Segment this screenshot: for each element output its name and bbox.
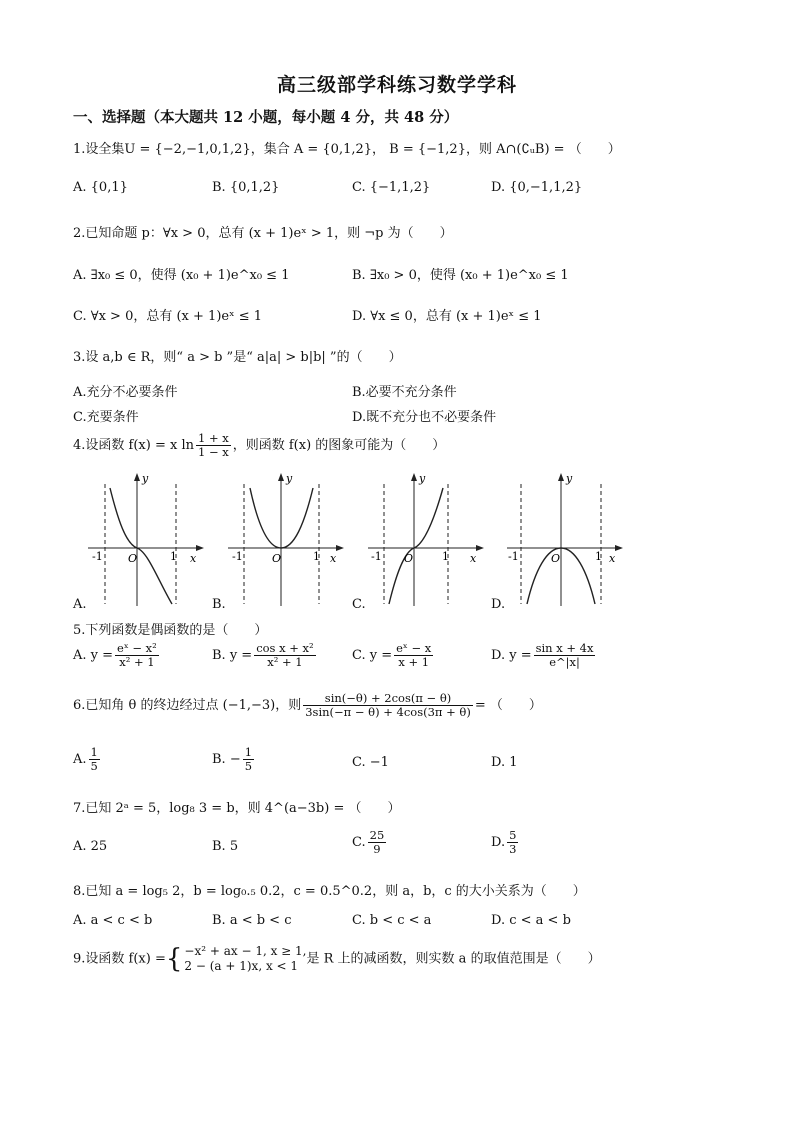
- q5-c-frac: [394, 642, 433, 669]
- question-2-stem: 2.已知命题 p：∀x > 0，总有 (x + 1)eˣ > 1，则 ¬p 为（ ）: [73, 226, 453, 241]
- q5-c-label: C. y =: [352, 648, 393, 663]
- graph-a-svg: [86, 470, 206, 610]
- question-8-option-c[interactable]: C. b < c < a: [352, 913, 432, 928]
- graph-b-origin-label: O: [272, 552, 282, 565]
- q5-a-frac: [115, 642, 159, 669]
- question-8-stem: 8.已知 a = log₅ 2，b = log₀.₅ 0.2，c = 0.5^0.2，则 a，b，c 的大小关系为（ ）: [73, 884, 586, 899]
- question-1-option-a[interactable]: A. {0,1}: [73, 180, 128, 195]
- question-9-case-1: −x² + ax − 1, x ≥ 1,: [184, 944, 307, 958]
- question-4-stem-prefix: 4.设函数 f(x) = x ln: [73, 438, 194, 453]
- question-9-stem-prefix: 9.设函数 f(x) =: [73, 951, 166, 967]
- q5-d-den: e^|x|: [549, 655, 580, 669]
- q7-d-den: 3: [509, 842, 517, 856]
- question-4-stem-suffix: ，则函数 f(x) 的图象可能为（ ）: [232, 438, 446, 453]
- graph-b-x-label: x: [330, 552, 337, 565]
- question-7-option-a[interactable]: A. 25: [73, 839, 108, 854]
- q6-a-num: 1: [90, 745, 98, 759]
- graph-a-origin-label: O: [128, 552, 138, 565]
- question-3-stem: 3.设 a,b ∈ R，则“ a > b ”是“ a|a| > b|b| ”的（ ）: [73, 350, 402, 365]
- question-9-stem-suffix: 是 R 上的减函数，则实数 a 的取值范围是（ ）: [306, 951, 601, 967]
- section-heading: 一、选择题（本大题共 12 小题，每小题 4 分，共 48 分）: [73, 109, 459, 126]
- q7-c-num: 25: [369, 828, 385, 842]
- question-2-option-c[interactable]: C. ∀x > 0，总有 (x + 1)eˣ ≤ 1: [73, 309, 263, 324]
- q7-c-frac: [368, 829, 387, 856]
- q5-b-frac: [254, 642, 315, 669]
- graph-b-tick-neg: -1: [232, 550, 243, 563]
- graph-a-tick-pos: 1: [170, 550, 177, 563]
- question-7-stem: 7.已知 2ᵃ = 5，log₈ 3 = b，则 4^(a−3b) = （ ）: [73, 801, 401, 816]
- question-6-fraction-denominator: 3sin(−π − θ) + 4cos(3π + θ): [305, 705, 471, 719]
- q6-b-den: 5: [244, 759, 253, 773]
- question-8-option-d[interactable]: D. c < a < b: [491, 913, 571, 928]
- question-6-stem-suffix: = （ ）: [474, 698, 542, 713]
- graph-c-label: C.: [352, 597, 366, 612]
- question-7-option-d[interactable]: [491, 829, 520, 856]
- graph-d-origin-label: O: [551, 552, 561, 565]
- question-7-option-b[interactable]: B. 5: [212, 839, 239, 854]
- q5-d-frac: [534, 642, 596, 669]
- graph-b-tick-pos: 1: [313, 550, 320, 563]
- page-title: 高三级部学科练习数学学科: [276, 74, 517, 96]
- q6-b-frac: [243, 746, 254, 773]
- graph-c-svg: [366, 470, 486, 610]
- question-6-stem: [73, 692, 542, 719]
- graph-d-tick-pos: 1: [595, 550, 602, 563]
- graph-a-tick-neg: -1: [92, 550, 103, 563]
- graph-a-label: A.: [73, 597, 87, 612]
- question-2-option-d[interactable]: D. ∀x ≤ 0，总有 (x + 1)eˣ ≤ 1: [352, 309, 542, 324]
- q5-c-num: eˣ − x: [396, 641, 432, 655]
- graph-b-y-label: y: [286, 472, 293, 485]
- question-6-option-d[interactable]: D. 1: [491, 755, 518, 770]
- question-1-option-d[interactable]: D. {0,−1,1,2}: [491, 180, 583, 195]
- q5-a-den: x² + 1: [119, 655, 155, 669]
- graph-c-origin-label: O: [404, 552, 414, 565]
- q7-d-frac: [507, 829, 518, 856]
- graph-a-y-label: y: [142, 472, 149, 485]
- graph-option-d[interactable]: [505, 470, 625, 610]
- question-6-stem-prefix: 6.已知角 θ 的终边经过点 (−1,−3)，则: [73, 698, 302, 713]
- q5-b-num: cos x + x²: [256, 641, 314, 655]
- piecewise-brace-icon: {: [165, 944, 183, 974]
- graph-d-y-label: y: [566, 472, 573, 485]
- question-3-option-b[interactable]: B.必要不充分条件: [352, 385, 457, 400]
- graph-c-tick-neg: -1: [371, 550, 382, 563]
- graph-option-a[interactable]: [86, 470, 206, 610]
- graph-b-svg: [226, 470, 346, 610]
- graph-a-x-label: x: [190, 552, 197, 565]
- question-8-option-b[interactable]: B. a < b < c: [212, 913, 292, 928]
- question-4-fraction: [196, 432, 231, 459]
- question-4-fraction-denominator: 1 − x: [197, 445, 229, 459]
- graph-d-x-label: x: [609, 552, 616, 565]
- graph-c-x-label: x: [470, 552, 477, 565]
- question-1-stem: 1.设全集U = {−2,−1,0,1,2}，集合 A = {0,1,2}， B = {−1,2}，则 A∩(∁ᵤB) = （ ）: [73, 142, 621, 157]
- q5-a-label: A. y =: [73, 648, 114, 663]
- question-6-option-b[interactable]: [212, 746, 256, 773]
- q5-d-num: sin x + 4x: [535, 641, 594, 655]
- q7-c-label: C.: [352, 835, 366, 850]
- graph-d-tick-neg: -1: [508, 550, 519, 563]
- graph-option-c[interactable]: [366, 470, 486, 610]
- graph-b-label: B.: [212, 597, 226, 612]
- question-2-option-a[interactable]: A. ∃x₀ ≤ 0，使得 (x₀ + 1)e^x₀ ≤ 1: [73, 268, 290, 283]
- question-4-stem: [73, 432, 445, 459]
- q6-a-den: 5: [90, 759, 98, 773]
- question-5-option-c[interactable]: [352, 642, 435, 669]
- question-5-option-b[interactable]: [212, 642, 318, 669]
- q5-c-den: x + 1: [398, 655, 430, 669]
- question-3-option-d[interactable]: D.既不充分也不必要条件: [352, 410, 497, 425]
- graph-d-svg: [505, 470, 625, 610]
- q6-b-label: B. −: [212, 752, 241, 767]
- question-6-option-c[interactable]: C. −1: [352, 755, 389, 770]
- q5-b-label: B. y =: [212, 648, 253, 663]
- graph-d-label: D.: [491, 597, 506, 612]
- question-5-stem: 5.下列函数是偶函数的是（ ）: [73, 623, 268, 638]
- q7-d-num: 5: [509, 828, 517, 842]
- graph-option-b[interactable]: [226, 470, 346, 610]
- q6-a-frac: [89, 746, 100, 773]
- question-3-option-a[interactable]: A.充分不必要条件: [73, 385, 178, 400]
- q5-a-num: eˣ − x²: [117, 641, 157, 655]
- question-5-option-a[interactable]: [73, 642, 161, 669]
- q6-b-num: 1: [244, 745, 253, 759]
- graph-c-tick-pos: 1: [442, 550, 449, 563]
- question-2-option-b[interactable]: B. ∃x₀ > 0，使得 (x₀ + 1)e^x₀ ≤ 1: [352, 268, 569, 283]
- question-1-option-c[interactable]: C. {−1,1,2}: [352, 180, 431, 195]
- question-8-option-a[interactable]: A. a < c < b: [73, 913, 153, 928]
- q7-d-label: D.: [491, 835, 506, 850]
- question-4-fraction-numerator: 1 + x: [197, 431, 229, 445]
- question-7-option-c[interactable]: [352, 829, 388, 856]
- q6-a-label: A.: [73, 752, 87, 767]
- question-5-option-d[interactable]: [491, 642, 597, 669]
- question-6-fraction-numerator: sin(−θ) + 2cos(π − θ): [303, 692, 473, 706]
- question-9-stem: [73, 944, 601, 974]
- graph-c-y-label: y: [419, 472, 426, 485]
- q7-c-den: 9: [373, 842, 381, 856]
- question-9-case-2: 2 − (a + 1)x, x < 1: [184, 959, 299, 973]
- question-6-fraction: [303, 692, 473, 719]
- question-1-option-b[interactable]: B. {0,1,2}: [212, 180, 280, 195]
- question-9-cases: [184, 944, 306, 974]
- question-3-option-c[interactable]: C.充要条件: [73, 410, 139, 425]
- q5-d-label: D. y =: [491, 648, 532, 663]
- q5-b-den: x² + 1: [267, 655, 303, 669]
- question-6-option-a[interactable]: [73, 746, 102, 773]
